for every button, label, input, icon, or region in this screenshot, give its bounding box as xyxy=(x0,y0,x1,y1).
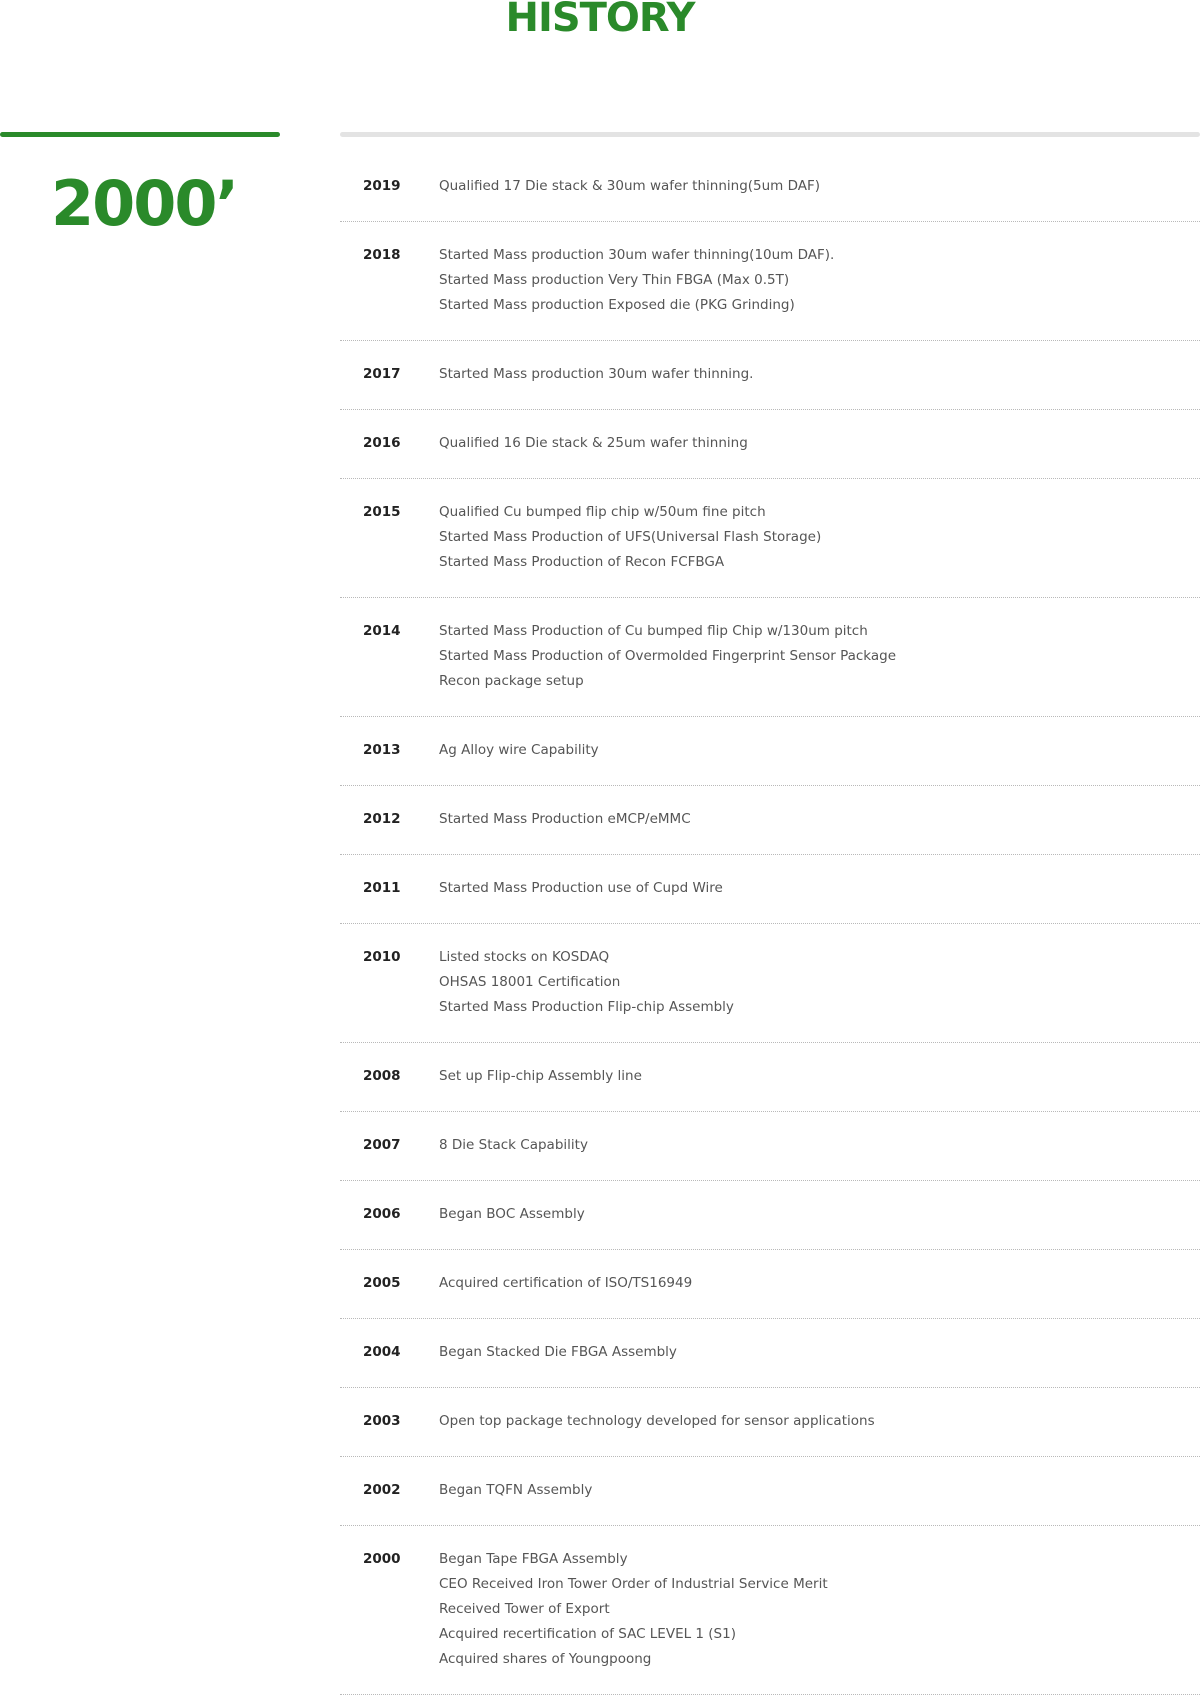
history-event: 8 Die Stack Capability xyxy=(439,1137,588,1153)
history-event: Started Mass production Exposed die (PKG Grinding) xyxy=(439,297,795,313)
history-event: Began BOC Assembly xyxy=(439,1206,585,1222)
history-event-list xyxy=(439,738,1200,763)
history-event: Qualified 17 Die stack & 30um wafer thinning(5um DAF) xyxy=(439,178,821,194)
history-year: 2015 xyxy=(363,504,401,520)
history-event: Began TQFN Assembly xyxy=(439,1482,593,1498)
history-event-list xyxy=(439,1340,1200,1365)
history-event: Listed stocks on KOSDAQ xyxy=(439,949,610,965)
history-event: Acquired recertification of SAC LEVEL 1 (S1) xyxy=(439,1626,736,1642)
history-row xyxy=(340,717,1200,786)
history-event: Started Mass production 30um wafer thinning. xyxy=(439,366,754,382)
history-row xyxy=(340,1388,1200,1457)
history-event: Recon package setup xyxy=(439,673,584,689)
history-row xyxy=(340,1181,1200,1250)
history-event-list xyxy=(439,431,1200,456)
history-event-list xyxy=(439,807,1200,832)
history-row xyxy=(340,341,1200,410)
history-year: 2019 xyxy=(363,178,401,194)
history-event: Began Stacked Die FBGA Assembly xyxy=(439,1344,677,1360)
history-year: 2006 xyxy=(363,1206,401,1222)
history-event: Started Mass Production Flip-chip Assembly xyxy=(439,999,734,1015)
history-event: Started Mass Production use of Cupd Wire xyxy=(439,880,723,896)
history-event: Started Mass production Very Thin FBGA (Max 0.5T) xyxy=(439,272,790,288)
history-event-list xyxy=(439,1547,1200,1672)
history-year: 2008 xyxy=(363,1068,401,1084)
history-row xyxy=(340,153,1200,222)
history-row xyxy=(340,1457,1200,1526)
era-accent-rule xyxy=(0,132,280,137)
history-year: 2012 xyxy=(363,811,401,827)
history-row xyxy=(340,924,1200,1043)
history-event-list xyxy=(439,362,1200,387)
history-year: 2018 xyxy=(363,247,401,263)
history-event-list xyxy=(439,174,1200,199)
history-row xyxy=(340,222,1200,341)
history-event: Set up Flip-chip Assembly line xyxy=(439,1068,642,1084)
history-year: 2003 xyxy=(363,1413,401,1429)
history-event-list xyxy=(439,619,1200,694)
history-event-list xyxy=(439,1409,1200,1434)
history-row xyxy=(340,855,1200,924)
history-event-list xyxy=(439,500,1200,575)
history-event: Qualified Cu bumped flip chip w/50um fine pitch xyxy=(439,504,766,520)
history-event: Started Mass Production of UFS(Universal Flash Storage) xyxy=(439,529,822,545)
history-event-list xyxy=(439,945,1200,1020)
history-event: CEO Received Iron Tower Order of Industrial Service Merit xyxy=(439,1576,828,1592)
history-event: Ag Alloy wire Capability xyxy=(439,742,599,758)
timeline-top-rule xyxy=(340,132,1200,137)
history-year: 2016 xyxy=(363,435,401,451)
history-year: 2010 xyxy=(363,949,401,965)
history-year: 2011 xyxy=(363,880,401,896)
history-row xyxy=(340,1112,1200,1181)
history-event: Started Mass production 30um wafer thinning(10um DAF). xyxy=(439,247,835,263)
history-year: 2000 xyxy=(363,1551,401,1567)
history-row xyxy=(340,1043,1200,1112)
history-event: Acquired shares of Youngpoong xyxy=(439,1651,652,1667)
era-label: 2000’ xyxy=(50,167,238,240)
history-row xyxy=(340,598,1200,717)
history-event-list xyxy=(439,1202,1200,1227)
history-event: Qualified 16 Die stack & 25um wafer thinning xyxy=(439,435,748,451)
history-year: 2007 xyxy=(363,1137,401,1153)
history-event-list xyxy=(439,1478,1200,1503)
history-event: Open top package technology developed for sensor applications xyxy=(439,1413,875,1429)
history-event-list xyxy=(439,1133,1200,1158)
history-timeline xyxy=(340,153,1200,1695)
history-year: 2004 xyxy=(363,1344,401,1360)
history-year: 2013 xyxy=(363,742,401,758)
page-title: HISTORY xyxy=(505,0,695,41)
history-event-list xyxy=(439,876,1200,901)
history-year: 2017 xyxy=(363,366,401,382)
history-event: Started Mass Production of Overmolded Fingerprint Sensor Package xyxy=(439,648,897,664)
history-event: Started Mass Production of Cu bumped flip Chip w/130um pitch xyxy=(439,623,868,639)
history-row xyxy=(340,410,1200,479)
history-event-list xyxy=(439,1064,1200,1089)
history-event-list xyxy=(439,1271,1200,1296)
history-row xyxy=(340,786,1200,855)
history-year: 2002 xyxy=(363,1482,401,1498)
history-row xyxy=(340,1319,1200,1388)
history-event: Received Tower of Export xyxy=(439,1601,610,1617)
history-year: 2014 xyxy=(363,623,401,639)
history-row xyxy=(340,479,1200,598)
history-event-list xyxy=(439,243,1200,318)
history-event: Started Mass Production of Recon FCFBGA xyxy=(439,554,725,570)
history-event: Acquired certification of ISO/TS16949 xyxy=(439,1275,693,1291)
history-event: Started Mass Production eMCP/eMMC xyxy=(439,811,691,827)
history-row xyxy=(340,1250,1200,1319)
history-event: Began Tape FBGA Assembly xyxy=(439,1551,628,1567)
history-event: OHSAS 18001 Certification xyxy=(439,974,621,990)
history-row xyxy=(340,1526,1200,1695)
history-year: 2005 xyxy=(363,1275,401,1291)
